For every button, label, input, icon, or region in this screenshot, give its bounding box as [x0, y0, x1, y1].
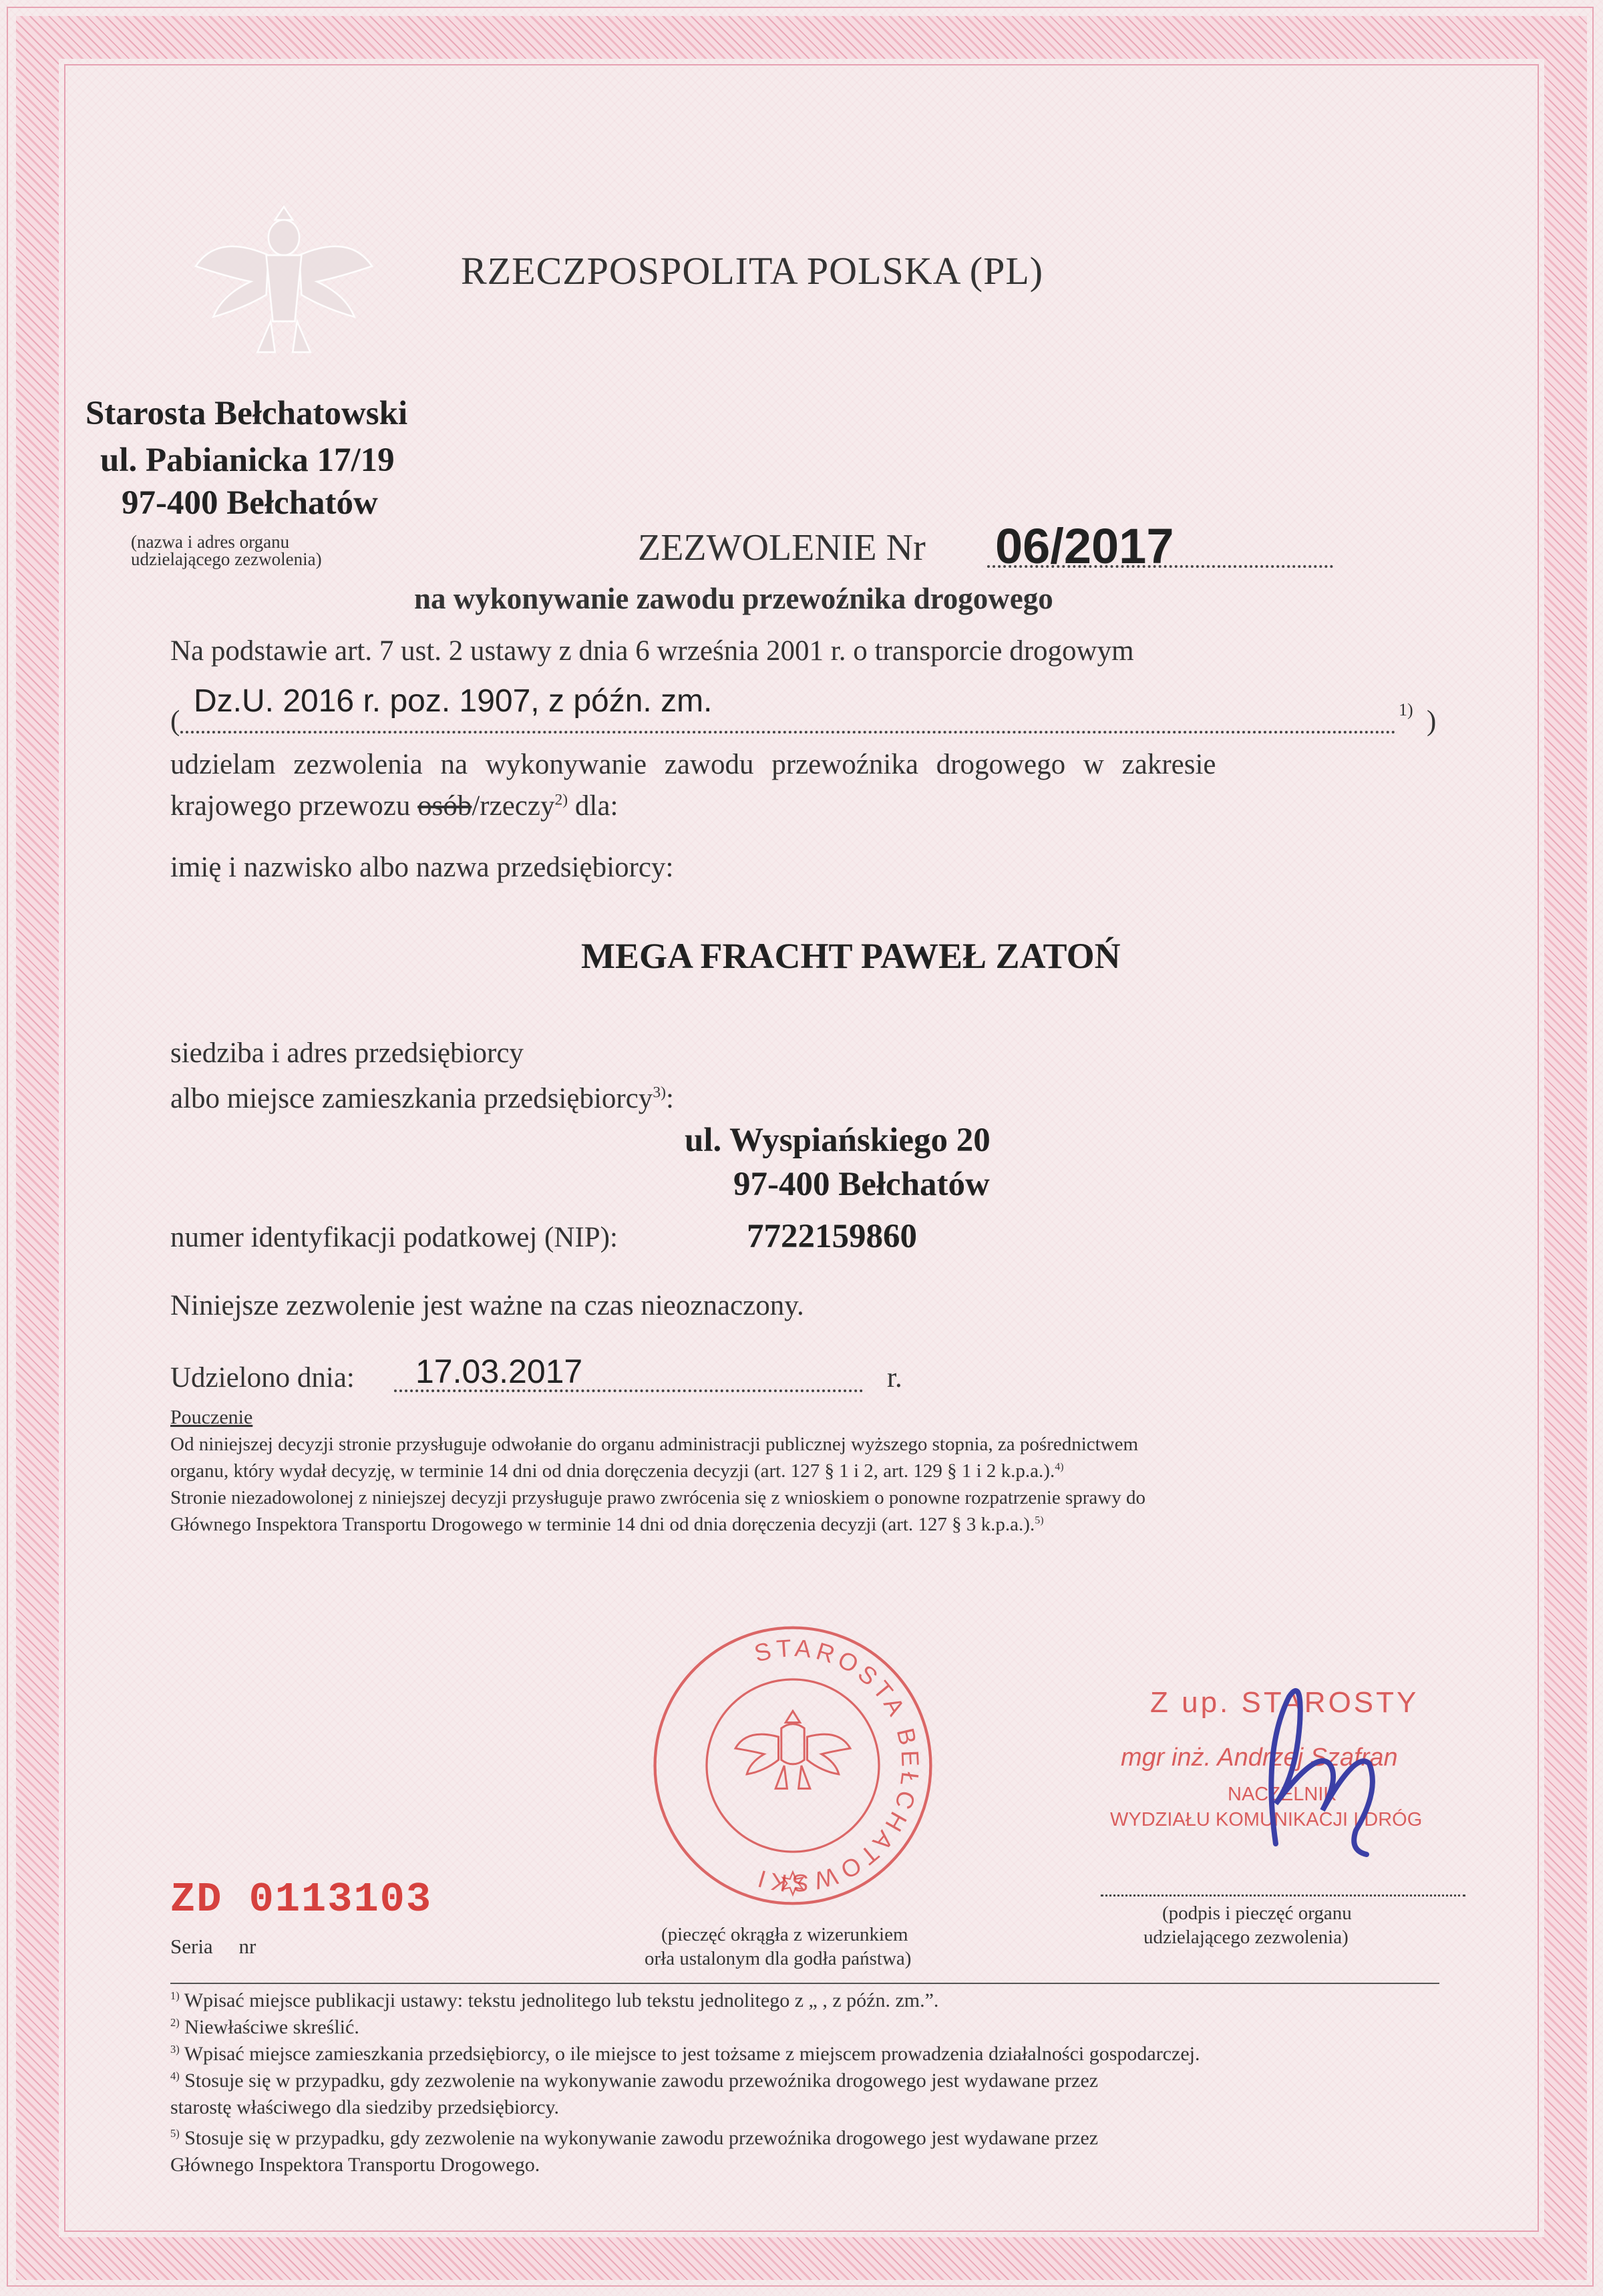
- eagle-emblem-icon: [174, 167, 394, 387]
- seat-label-1: siedziba i adres przedsiębiorcy: [170, 1037, 524, 1069]
- instruction-line-4: Głównego Inspektora Transportu Drogowego w terminie 14 dni od dnia doręczenia decyzji (art. 127 § 3 k.p.a.).$^{5)}$: [170, 1514, 1044, 1535]
- validity-statement: Niniejsze zezwolenie jest ważne na czas nieoznaczony.: [170, 1290, 804, 1321]
- open-paren: (: [170, 705, 180, 737]
- authority-note-2: udzielającego zezwolenia): [131, 549, 322, 569]
- company-label: imię i nazwisko albo nazwa przedsiębiorcy:: [170, 852, 674, 883]
- company-name: MEGA FRACHT PAWEŁ ZATOŃ: [581, 936, 1121, 976]
- series-label: Seria nr: [170, 1935, 256, 1958]
- authority-city: 97-400 Bełchatów: [122, 484, 378, 522]
- footnote-2: $^{2)}$ Niewłaściwe skreślić.: [170, 2016, 359, 2038]
- issued-suffix: r.: [887, 1362, 902, 1393]
- footnote-4-continued: starostę właściwego dla siedziby przedsiębiorcy.: [170, 2096, 560, 2118]
- footnote-separator: [170, 1983, 1439, 1984]
- nip-label: numer identyfikacji podatkowej (NIP):: [170, 1222, 618, 1253]
- permit-title: ZEZWOLENIE Nr: [638, 527, 926, 568]
- journal-footnote-ref: 1): [1399, 700, 1413, 719]
- journal-dots: [180, 731, 1396, 733]
- footnote-1: $^{1)}$ Wpisać miejsce publikacji ustawy: tekstu jednolitego lub tekstu jednolitego z „ , z późn. zm.”.: [170, 1989, 939, 2011]
- seal-caption-1: (pieczęć okrągła z wizerunkiem: [661, 1924, 908, 1945]
- instruction-line-3: Stronie niezadowolonej z niniejszej decyzji przysługuje prawo zwrócenia się z wnioskiem o ponowne rozpatrzenie sprawy do: [170, 1487, 1145, 1508]
- stamp-line-3: NACZELNIK: [1228, 1784, 1337, 1805]
- address-city: 97-400 Bełchatów: [733, 1166, 990, 1203]
- seat-label-2: albo miejsce zamieszkania przedsiębiorcy$^{3)}$:: [170, 1083, 674, 1114]
- footnote-3: $^{3)}$ Wpisać miejsce zamieszkania przedsiębiorcy, o ile miejsce to jest tożsame z miejscem prowadzenia działalności gospodarczej.: [170, 2043, 1200, 2065]
- stamp-line-4: WYDZIAŁU KOMUNIKACJI I DRÓG: [1110, 1809, 1423, 1830]
- close-paren: ): [1427, 705, 1437, 737]
- country-heading: RZECZPOSPOLITA POLSKA (PL): [461, 249, 1044, 293]
- signature-caption-1: (podpis i pieczęć organu: [1162, 1903, 1352, 1924]
- authority-note-1: (nazwa i adres organu: [131, 532, 290, 552]
- footnote-5: $^{5)}$ Stosuje się w przypadku, gdy zezwolenie na wykonywanie zawodu przewoźnika drogowego jest wydawane przez: [170, 2127, 1099, 2149]
- signature-caption-2: udzielającego zezwolenia): [1143, 1927, 1349, 1948]
- legal-basis: Na podstawie art. 7 ust. 2 ustawy z dnia 6 września 2001 r. o transporcie drogowym: [170, 635, 1134, 667]
- grant-line-2: krajowego przewozu osób/rzeczy$^{2)}$ dla:: [170, 790, 618, 822]
- issued-date: 17.03.2017: [415, 1353, 583, 1390]
- handwritten-signature-icon: [1222, 1670, 1423, 1857]
- authority-street: ul. Pabianicka 17/19: [100, 442, 395, 479]
- issued-label: Udzielono dnia:: [170, 1362, 355, 1393]
- footnote-5-continued: Głównego Inspektora Transportu Drogowego.: [170, 2154, 540, 2176]
- seal-ring-text: STAROSTA BEŁCHATOWSKI: [750, 1634, 924, 1897]
- official-round-seal-icon: [649, 1622, 936, 1909]
- permit-number: 06/2017: [995, 518, 1174, 574]
- journal-reference: Dz.U. 2016 r. poz. 1907, z późn. zm.: [194, 683, 713, 719]
- seal-caption-2: orła ustalonym dla godła państwa): [645, 1948, 912, 1969]
- signature-dots: [1101, 1895, 1465, 1897]
- stamp-line-2: mgr inż. Andrzej Szafran: [1121, 1744, 1398, 1772]
- permit-subtitle: na wykonywanie zawodu przewoźnika drogowego: [414, 582, 1053, 615]
- svg-text:STAROSTA BEŁCHATOWSKI: [751, 1634, 924, 1897]
- authority-name: Starosta Bełchatowski: [85, 395, 408, 432]
- address-street: ul. Wyspiańskiego 20: [685, 1122, 991, 1159]
- nip-value: 7722159860: [747, 1218, 917, 1255]
- footnote-4: $^{4)}$ Stosuje się w przypadku, gdy zezwolenie na wykonywanie zawodu przewoźnika drogowego jest wydawane przez: [170, 2070, 1099, 2092]
- instruction-line-2: organu, który wydał decyzję, w terminie 14 dni od dnia doręczenia decyzji (art. 127 § 1 i 2, art. 129 § 1 i 2 k.p.a.).$^{4)}$: [170, 1460, 1064, 1482]
- instruction-line-1: Od niniejszej decyzji stronie przysługuje odwołanie do organu administracji publicznej wyższego stopnia, za pośrednictwem: [170, 1434, 1139, 1455]
- stamp-line-1: Z up. STAROSTY: [1150, 1686, 1419, 1719]
- series-number: ZD 0113103: [170, 1876, 433, 1923]
- instruction-heading: Pouczenie: [170, 1406, 253, 1428]
- grant-line-1: udzielam zezwolenia na wykonywanie zawodu przewoźnika drogowego w zakresie: [170, 749, 1216, 780]
